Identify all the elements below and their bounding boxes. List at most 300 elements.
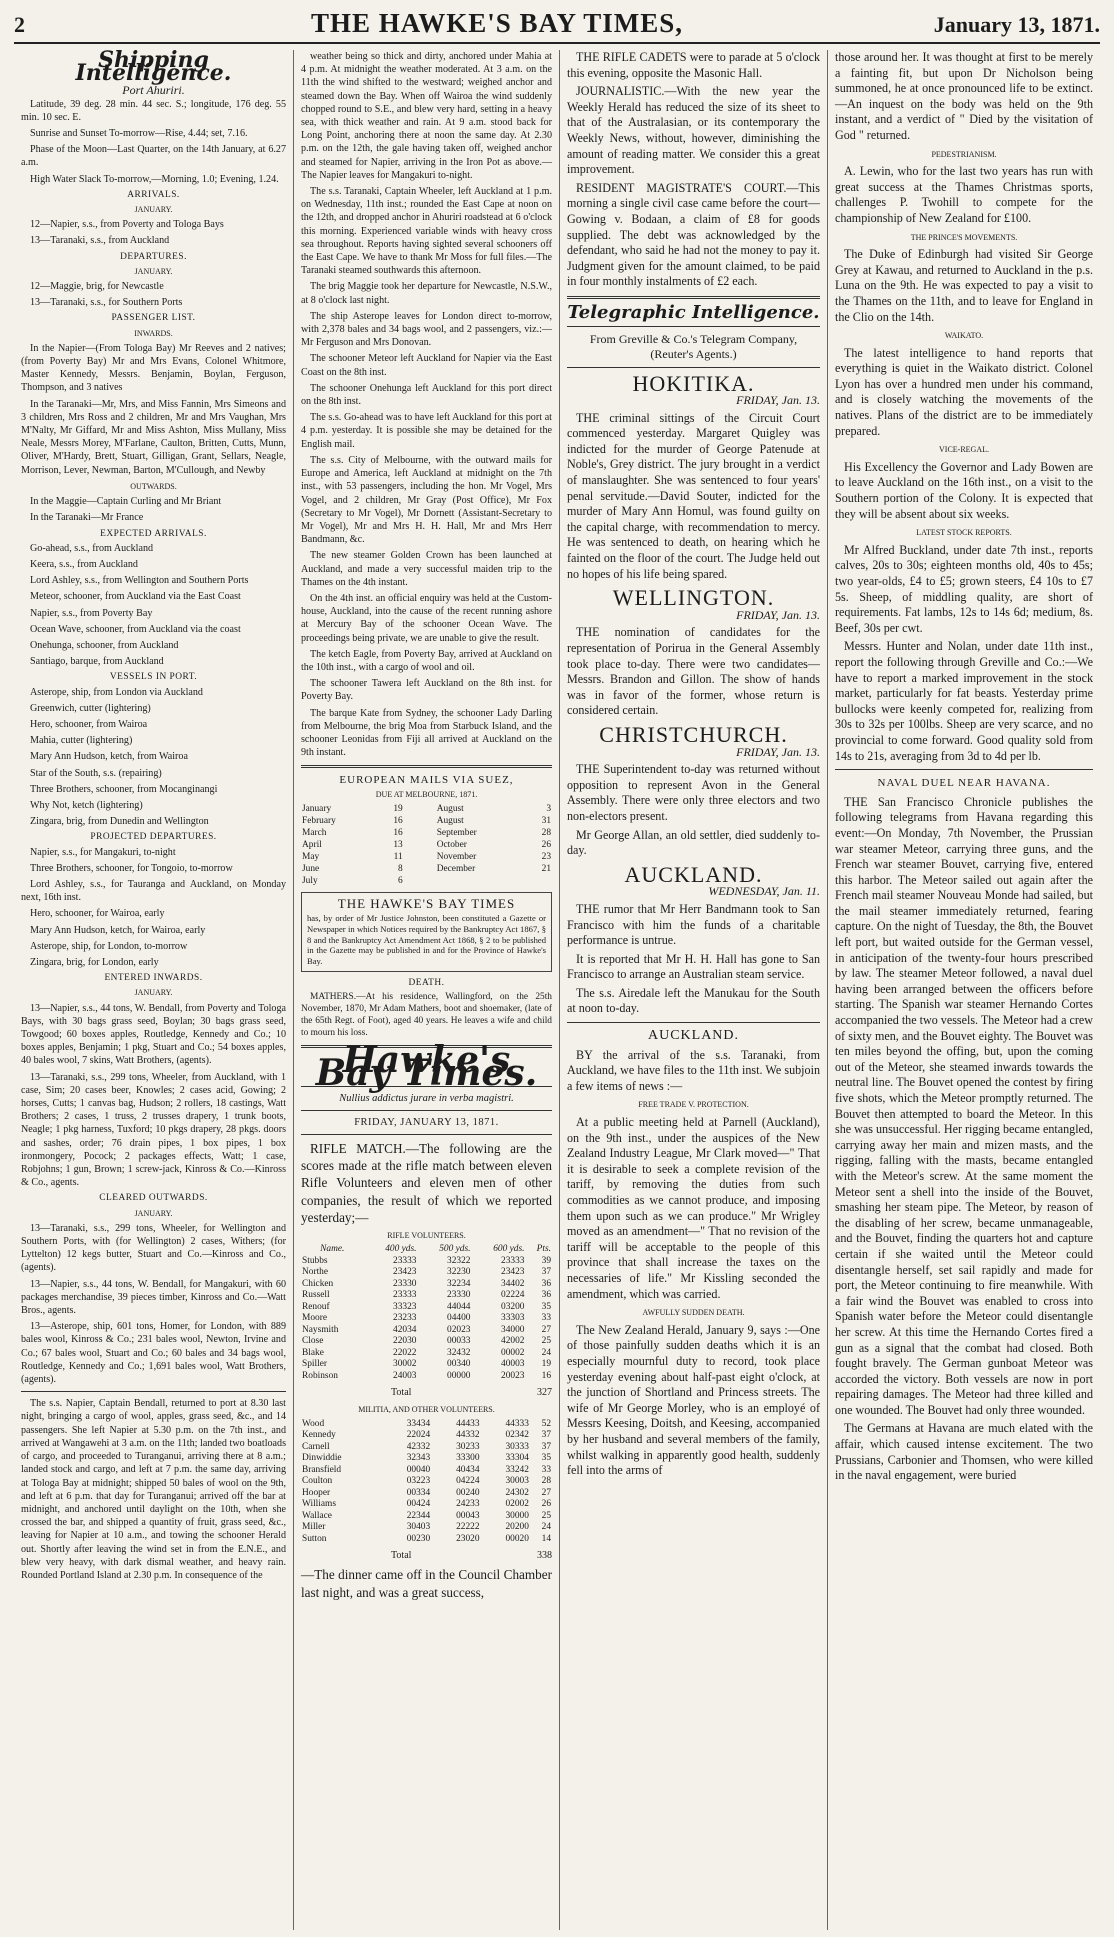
divider — [21, 1391, 286, 1392]
mails-sub: DUE AT MELBOURNE, 1871. — [375, 789, 478, 799]
table-cell — [527, 875, 552, 887]
telegraphic-heading: Telegraphic Intelligence. — [567, 301, 820, 323]
wellington-heading: WELLINGTON. — [612, 585, 775, 611]
auckland-text — [567, 902, 820, 1017]
pedestrianism-text: A. Lewin, who for the last two years has run with great success at the Thames Christmas sports, challenges P. Twohill to compete for the championship of New Zealand for £100. — [835, 164, 1093, 225]
table-cell: 28 — [541, 1476, 551, 1487]
paragraph: 13—Taranaki, s.s., from Auckland — [30, 235, 170, 247]
paragraph: THE rumor that Mr Herr Bandmann took to San Francisco with him the funds of a charitable performance is untrue. — [567, 901, 820, 948]
paragraph: Latitude, 39 deg. 28 min. 44 sec. S.; longitude, 176 deg. 55 min. 10 sec. E. — [21, 98, 286, 123]
paragraph: Mahia, cutter (lightering) — [30, 735, 133, 747]
auckland-news-heading: AUCKLAND. — [647, 1028, 740, 1044]
table-cell: 26 — [541, 839, 551, 850]
rifle-sub: RIFLE VOLUNTEERS. — [387, 1230, 466, 1240]
table-cell: 04224 — [456, 1476, 480, 1487]
paragraph: Santiago, barque, from Auckland — [30, 656, 164, 668]
table-cell: 22022 — [393, 1347, 417, 1358]
table-cell: December — [436, 863, 476, 874]
table-cell: 23333 — [501, 1255, 525, 1266]
columns — [14, 50, 1100, 1930]
table-row — [301, 863, 552, 875]
gazette-notice — [301, 892, 552, 972]
table-cell: 23 — [541, 851, 551, 862]
port-info — [21, 98, 286, 186]
table-cell: 44433 — [456, 1418, 480, 1429]
table-cell: 26 — [541, 1499, 551, 1510]
inwards-passengers — [21, 342, 286, 477]
auckland-news-intro: BY the arrival of the s.s. Taranaki, from Auckland, we have files to the 11th inst. We subjoin a few items of news :— — [567, 1047, 820, 1093]
paragraph: Three Brothers, schooner, from Mocanginangi — [30, 783, 218, 795]
table-row — [301, 1453, 552, 1465]
newspaper-title: THE HAWKE'S BAY TIMES, — [310, 8, 684, 38]
table-cell: 00334 — [406, 1487, 431, 1498]
table-row — [301, 1499, 552, 1511]
table-cell: 19 — [541, 1359, 551, 1370]
table-cell: 27 — [541, 1324, 551, 1335]
table-row — [301, 1430, 552, 1442]
prince-sub: THE PRINCE'S MOVEMENTS. — [910, 232, 1018, 242]
cleared-heading: CLEARED OUTWARDS. — [99, 1193, 208, 1204]
table-cell: 23333 — [393, 1255, 417, 1266]
hokitika-text: THE criminal sittings of the Circuit Court commenced yesterday. Margaret Quigley was indicted for the murder of George Patenude at Noble's, Grey district. The jury brought in a verdict of manslaughter. She was sentenced to four years' penal servitude.—David Souter, indicted for the murder of Mary Ann Homul, was found guilty on the capital charge, with recommendation to mercy. He was sentenced to death, on hearing which he fainted on the floor of the court. The Judge held out no hopes of his life being spared. — [567, 410, 820, 581]
table-cell: Dinwiddie — [302, 1453, 342, 1464]
waikato-sub: WAIKATO. — [944, 331, 984, 341]
table-cell: Stubbs — [302, 1255, 328, 1266]
table-cell: 500 yds. — [439, 1244, 471, 1255]
projected-list — [21, 846, 286, 970]
table-row — [301, 1522, 552, 1534]
paragraph: THE Superintendent to-day was returned without opposition to represent Avon in the General Assembly. There were only three electors and two non-electors present. — [567, 762, 820, 823]
table-cell: Robinson — [302, 1370, 338, 1381]
arrivals-list — [21, 218, 286, 247]
table-row — [301, 1359, 552, 1371]
table-cell: 32322 — [447, 1255, 471, 1266]
shipping-continued — [301, 50, 552, 759]
table-cell: Russell — [302, 1290, 330, 1301]
expected-list — [21, 542, 286, 669]
table-cell: 22344 — [406, 1510, 431, 1521]
telegraphic-source: From Greville & Co.'s Telegram Company, (Reuter's Agents.) — [589, 331, 798, 361]
table-cell: 3 — [546, 803, 551, 814]
dinner-text: —The dinner came off in the Council Chamber last night, and was a great success, — [301, 1567, 552, 1600]
table-cell: Northe — [302, 1267, 329, 1278]
table-cell: 6 — [398, 875, 403, 886]
militia-total-label: Total — [391, 1550, 412, 1562]
divider — [567, 296, 820, 299]
table-cell: 42034 — [393, 1324, 417, 1335]
sudden-death-sub: AWFULLY SUDDEN DEATH. — [642, 1308, 745, 1318]
table-cell: 33323 — [393, 1301, 417, 1312]
issue-date: FRIDAY, JANUARY 13, 1871. — [354, 1116, 499, 1128]
table-cell: 39 — [541, 1255, 551, 1266]
table-cell: 52 — [541, 1418, 551, 1429]
table-row — [301, 875, 552, 887]
table-row — [301, 1302, 552, 1314]
masthead — [14, 8, 1100, 44]
paragraph: 13—Napier, s.s., 44 tons, W. Bendall, from Poverty and Tologa Bays, with 30 bags grass seed, Boylan; 30 bags grass seed, Towgood; 60 boxes apples, Routledge, Kennedy and Co.; 10 boxes apples, Benjamin; 1 pkg, Stuart and Co.; 54 boxes apples, 40 bales wool, 7 skins, Watt Brothers, (agents). — [21, 1002, 286, 1067]
table-row — [301, 1325, 552, 1337]
paragraph: Greenwich, cutter (lightering) — [30, 702, 151, 714]
column-2 — [294, 50, 560, 1930]
arrivals-month: JANUARY. — [134, 205, 173, 215]
paragraph: THE RIFLE CADETS were to parade at 5 o'clock this evening, opposite the Masonic Hall. — [567, 50, 820, 80]
sudden-death-cont: those around her. It was thought at first to be merely a fainting fit, but upon Dr Nicholson being summoned, he at once pronounced life to be extinct.—An inquest on the body was held on the 9th instant, and a verdict of " Died by the visitation of God " returned. — [835, 50, 1093, 142]
table-cell: 40434 — [456, 1464, 480, 1475]
notice-title: THE HAWKE'S BAY TIMES — [337, 895, 516, 911]
mails-heading: EUROPEAN MAILS VIA SUEZ, — [339, 774, 514, 787]
table-cell: 32432 — [447, 1347, 471, 1358]
militia-sub: MILITIA, AND OTHER VOLUNTEERS. — [358, 1405, 495, 1415]
paragraph: Phase of the Moon—Last Quarter, on the 14th January, at 6.27 a.m. — [21, 144, 286, 169]
outwards-passengers — [21, 495, 286, 524]
table-cell: 8 — [398, 863, 403, 874]
table-cell: Wallace — [302, 1510, 332, 1521]
table-cell: Wood — [302, 1418, 325, 1429]
table-cell: September — [436, 827, 477, 838]
table-cell: 33434 — [406, 1418, 431, 1429]
entered-heading: ENTERED INWARDS. — [104, 973, 203, 984]
table-cell: 02342 — [505, 1430, 529, 1441]
entered-list — [21, 1002, 286, 1190]
table-cell: 24233 — [456, 1499, 480, 1510]
paragraph: The schooner Tawera left Auckland on the 8th inst. for Poverty Bay. — [301, 678, 552, 703]
arrivals-heading: ARRIVALS. — [127, 189, 180, 200]
paragraph: weather being so thick and dirty, anchored under Mahia at 4 p.m. At midnight the weather moderated. At 3 a.m. on the 11th the wind shifted to the westward; weighed anchor and steamed down the Bay. When off Wairoa the wind suddenly chopped round to S.E., and blew very hard, setting in a heavy sea, with thick weather and rain. At 9 a.m. stood back for Long Point, anchoring there at noon the same day. At 2.30 p.m. on the 12th, the gale having taken off, weighed anchor and steamed for Napier, arriving in the Iron Pot as above.—The Napier leaves for Mangakuri to-night. — [301, 51, 552, 181]
paragraph: High Water Slack To-morrow,—Morning, 1.0; Evening, 1.24. — [30, 173, 279, 185]
table-cell: Naysmith — [302, 1324, 339, 1335]
table-row — [301, 1256, 552, 1268]
paragraph: Why Not, ketch (lightering) — [30, 799, 143, 811]
militia-table — [301, 1419, 552, 1546]
paragraph: In the Napier—(From Tologa Bay) Mr Reeves and 2 natives; (from Poverty Bay) Mr and Mrs Evans, Colonel Whitmore, Master Kennedy, Messrs. Benjamin, Boylan, Ferguson, Thompson, and 3 natives — [21, 342, 286, 394]
divider — [301, 1110, 552, 1111]
table-row — [301, 839, 552, 851]
table-cell — [436, 875, 528, 887]
table-cell: 400 yds. — [385, 1244, 417, 1255]
wellington-text: THE nomination of candidates for the representation of Porirua in the General Assembly took place to-day. There were two candidates—Messrs. Brandon and Gillon. The show of hands was in favor of the former, whose return is considered certain. — [567, 625, 820, 718]
table-cell: 42332 — [406, 1441, 431, 1452]
passenger-heading: PASSENGER LIST. — [111, 313, 196, 324]
free-trade-sub: FREE TRADE V. PROTECTION. — [638, 1100, 749, 1110]
table-cell: 03223 — [406, 1476, 431, 1487]
table-cell: 23233 — [393, 1313, 417, 1324]
death-heading: DEATH. — [408, 977, 445, 988]
paragraph: Mary Ann Hudson, ketch, for Wairoa, early — [30, 924, 206, 936]
table-cell: November — [436, 851, 477, 862]
vice-regal-text: His Excellency the Governor and Lady Bowen are to leave Auckland on the 16th inst., on a visit to the Southern portion of the Colony. It is expected that they will be absent about six weeks. — [835, 459, 1093, 521]
table-cell: February — [302, 815, 336, 826]
table-cell: 00020 — [505, 1533, 529, 1544]
table-cell: 16 — [393, 827, 403, 838]
table-row — [301, 1442, 552, 1454]
naval-duel-text: THE San Francisco Chronicle publishes the following telegrams from Havana regarding this event:—On Monday, 7th November, the Prussian war steamer Meteor, carrying three guns, and the French war steamer Bouvet, carrying five, entered this harbor. The Meteor sailed out again after the French mail steamer Nouveau Monde had sailed, but the mail steamer immediately returned, fearing capture. On the night of Tuesday, the 8th, the Bouvet left port, but waited outside for the German vessel, in anticipation of the twenty-four hours prescribed by law. The steamer Meteor followed, a naval duel having been arranged between the officers before starting. The Spanish war steamer Hernando Cortes accompanied the two vessels. The Meteor had a crew of sixty men, and the Bouvet eighty. The Bouvet was ten miles beyond the offing, but, upon the coming out of the Meteor, she steamed inwards towards the neutral line. The Bouvet opened the contest by firing five shots, which the Meteor promptly returned. The Bouvet then attempted to board the Meteor. In this she was unsuccessful. Her rigging became entangled, carrying away her main and mizen masts, and the rigging, falling with the masts, became entangled with the Meteor's screw. At the same moment the Meteor sent a shell into the inside of the Bouvet, smashing her steam pipe. The Meteor, by reason of the disabling of her screw, became unmanageable, and the Bouvet, finding the quarters hot and capture certain if she waited until the Meteor could disentangle herself, set sail rapidly and made for port, the Meteor continuing to fire meanwhile. With a fair wind the Bouvet was enabled to cross into Spanish water before the Meteor could disentangle her screw. At this time the Hernando Cortes fired a gun as a signal that the combat had closed. Both fought bravely. The German gunboat Meteor was accorded the victory. Both vessels are now in port repairing damages. The Meteor had three killed and one wounded. The Bouvet had only three wounded. — [835, 794, 1094, 1417]
divider — [567, 326, 820, 327]
free-trade-text: At a public meeting held at Parnell (Auckland), on the 9th inst., under the auspices of the New Zealand Industry League, Mr Clark moved—" That it is desirable to seek a complete revision of the tariff, by removing the duties from such commodities as we cannot produce, and imposing them upon such as we can produce." Mr Wrigley moved as an amendment—" That no revision of the tariff will be acceptable to the people of this province that shall increase the taxes on the necessaries of life." Mr Kissling seconded the amendment, which was carried. — [567, 1115, 820, 1301]
table-row — [301, 827, 552, 839]
table-cell: Close — [302, 1336, 324, 1347]
table-cell: 23330 — [393, 1278, 417, 1289]
table-cell: 600 yds. — [493, 1244, 525, 1255]
paragraph: JOURNALISTIC.—With the new year the Weekly Herald has reduced the size of its sheet to that of the Australasian, or its contemporary the Weekly News, without, however, diminishing the amount of reading matter. We consider this a great improvement. — [567, 84, 820, 177]
table-cell: 32230 — [447, 1267, 471, 1278]
divider — [301, 765, 552, 768]
table-cell: 30333 — [505, 1441, 529, 1452]
table-cell: 30233 — [456, 1441, 480, 1452]
sudden-death-text: The New Zealand Herald, January 9, says :—One of those painfully sudden deaths which it is an especially mournful duty to record, took place yesterday evening about half-past eight o'clock, at the junction of Shortland and Princess streets. The wife of Mr George Morley, who is an employé of Messrs Keesing, Doitsh, and Keesing, accompanied by her husband and several members of the family, whilst walking in apparently good health, suddenly fell into the arms of — [567, 1322, 820, 1478]
paragraph: 13—Taranaki, s.s., 299 tons, Wheeler, for Wellington and Southern Ports, with (for Wellington) 2 cases, Withers; (for Lyttelton) 12 kegs butter, Stuart and Co.—Kinross and Co., (agents). — [21, 1222, 286, 1274]
rifle-match-intro: RIFLE MATCH.—The following are the scores made at the rifle match between eleven Rifle Volunteers and eleven men of other companies, the result of which we reported yesterday;— — [301, 1140, 552, 1225]
table-cell: 33303 — [501, 1313, 525, 1324]
table-cell — [404, 875, 436, 887]
table-row — [301, 1534, 552, 1546]
table-cell: 33300 — [456, 1453, 480, 1464]
paragraph: In the Maggie—Captain Curling and Mr Briant — [30, 496, 222, 508]
table-cell: April — [302, 839, 322, 850]
table-cell: 24003 — [393, 1370, 417, 1381]
table-cell: 22030 — [393, 1336, 417, 1347]
paper-nameplate: Hawke's Bay Times. — [315, 1039, 538, 1095]
table-cell: 32234 — [447, 1278, 471, 1289]
divider — [567, 367, 820, 368]
table-row — [301, 1465, 552, 1477]
table-cell: 13 — [393, 839, 403, 850]
stock-reports — [835, 543, 1093, 764]
table-cell: 30002 — [393, 1359, 417, 1370]
table-cell: 33242 — [505, 1464, 529, 1475]
departures-list — [21, 280, 286, 309]
paragraph: Sunrise and Sunset To-morrow—Rise, 4.44; set, 7.16. — [30, 128, 248, 140]
paragraph: Zingara, brig, from Dunedin and Wellington — [30, 816, 209, 828]
table-cell: 19 — [393, 803, 403, 814]
table-cell: 30403 — [406, 1522, 431, 1533]
paragraph: The ketch Eagle, from Poverty Bay, arrived at Auckland on the 10th inst., with a cargo of wool and oil. — [301, 648, 552, 673]
table-row — [301, 1419, 552, 1431]
table-cell: Miller — [302, 1522, 326, 1533]
paragraph: The ship Asterope leaves for London direct to-morrow, with 2,378 bales and 34 bags wool, and 2 passengers, viz.:—Mr Ferguson and Mrs Donovan. — [301, 310, 552, 349]
table-cell: 00240 — [456, 1487, 480, 1498]
table-cell: 37 — [541, 1267, 551, 1278]
table-cell: August — [436, 803, 464, 814]
table-cell: 00424 — [406, 1499, 431, 1510]
table-cell — [404, 827, 436, 839]
rifle-total-row — [301, 1386, 552, 1399]
table-cell: July — [302, 875, 318, 886]
projected-heading: PROJECTED DEPARTURES. — [90, 832, 217, 843]
table-row — [301, 1290, 552, 1302]
paragraph: Mr Alfred Buckland, under date 7th inst., reports calves, 20s to 30s; eighteen months old, 40s to 45s; two year-olds, £4 to £5; grown steers, £4 10s to £7 5s. Sheep, of middling quality, are short of requirements. Fat lambs, 12s to 14s 6d; medium, 8s. Beef, 30s per cwt. — [835, 542, 1093, 635]
table-row — [301, 1313, 552, 1325]
mails-table — [301, 803, 552, 887]
table-row — [301, 1336, 552, 1348]
table-cell: 22024 — [406, 1430, 431, 1441]
table-cell: 00340 — [447, 1359, 471, 1370]
paragraph: The s.s. Taranaki, Captain Wheeler, left Auckland at 1 p.m. on Wednesday, 11th inst.; rounded the East Cape at noon on the 12th, and dropped anchor in Ahuriri roadstead at 6 o'clock this morning. Experienced variable winds with heavy cross sea throughout. Reports having sighted several schooners off the East Cape. We have to thank Mr Moss for full files.—The Taranaki steamed southwards this afternoon. — [301, 186, 552, 277]
paragraph: The schooner Onehunga left Auckland for this port direct on the 8th inst. — [301, 382, 552, 408]
column-3 — [560, 50, 828, 1930]
table-cell: Kennedy — [302, 1430, 336, 1441]
page-number: 2 — [14, 12, 25, 37]
table-cell: 00040 — [406, 1464, 431, 1475]
table-cell: 33304 — [505, 1453, 529, 1464]
table-row — [301, 1348, 552, 1360]
paragraph: Asterope, ship, for London, to-morrow — [30, 940, 188, 952]
table-cell: 22222 — [456, 1522, 480, 1533]
table-cell: 23330 — [447, 1290, 471, 1301]
waikato-text: The latest intelligence to hand reports that everything is quiet in the Waikato district. Colonel Lyon has over a hundred men under his command, and is closely watching the movements of the natives. Plans of the district are to be immediately prepared. — [835, 345, 1093, 438]
auckland-date: WEDNESDAY, Jan. 11. — [708, 884, 820, 899]
table-cell: 42002 — [501, 1336, 525, 1347]
table-cell: 28 — [541, 827, 551, 838]
paragraph: Keera, s.s., from Auckland — [30, 558, 138, 570]
wellington-date: FRIDAY, Jan. 13. — [736, 607, 820, 622]
table-row — [301, 1476, 552, 1488]
table-cell: 16 — [393, 815, 403, 826]
divider — [835, 769, 1093, 770]
table-cell: Sutton — [302, 1533, 327, 1544]
paragraph: Three Brothers, schooner, for Tongoio, to-morrow — [30, 862, 233, 874]
table-cell: 30003 — [505, 1476, 529, 1487]
paragraph: Star of the South, s.s. (repairing) — [30, 767, 162, 779]
prince-text: The Duke of Edinburgh had visited Sir George Grey at Kawau, and returned to Auckland in the p.s. Luna on the 9th. He was expected to pay a visit to the Thames on the 11th, and to leave for England in the Clio on the 14th. — [835, 247, 1093, 324]
divider — [301, 1134, 552, 1135]
table-row — [301, 851, 552, 863]
table-cell: 11 — [393, 851, 403, 862]
paragraph: Lord Ashley, s.s., for Tauranga and Auckland, on Monday next, 16th inst. — [21, 878, 286, 904]
table-cell: 27 — [541, 1487, 551, 1498]
naval-duel-heading: NAVAL DUEL NEAR HAVANA. — [877, 777, 1051, 790]
table-cell: January — [302, 803, 332, 814]
table-cell: 34000 — [501, 1324, 525, 1335]
table-cell: 37 — [541, 1441, 551, 1452]
table-row — [301, 815, 552, 827]
table-cell: 00033 — [447, 1336, 471, 1347]
table-cell — [404, 815, 436, 827]
table-cell: 24302 — [505, 1487, 529, 1498]
paragraph: Napier, s.s., for Mangakuri, to-night — [30, 846, 176, 858]
local-news — [567, 50, 820, 290]
paragraph: Mr George Allan, an old settler, died suddenly to-day. — [567, 827, 820, 858]
table-cell: October — [436, 839, 467, 850]
christchurch-text — [567, 762, 820, 859]
shipping-heading: Shipping Intelligence. — [75, 50, 232, 87]
table-cell: 24 — [541, 1347, 551, 1358]
paragraph: The brig Maggie took her departure for Newcastle, N.S.W., at 8 o'clock last night. — [301, 281, 552, 306]
table-cell: 30000 — [505, 1510, 529, 1521]
table-cell: 36 — [541, 1290, 551, 1301]
death-notice: MATHERS.—At his residence, Wallingford, on the 25th November, 1870, Mr Adam Mathers, boot and shoemaker, (late of the 65th Regt. of Foot), aged 40 years. He leaves a wife and child to mourn his loss. — [301, 992, 552, 1039]
table-cell: 20200 — [505, 1522, 529, 1533]
table-cell: 33 — [541, 1464, 551, 1475]
table-cell: 00043 — [456, 1510, 480, 1521]
table-cell: 23423 — [501, 1267, 525, 1278]
table-cell — [404, 851, 436, 863]
table-cell: Chicken — [302, 1278, 334, 1289]
table-cell: 02023 — [447, 1324, 471, 1335]
table-row — [301, 1488, 552, 1500]
table-cell: 20023 — [501, 1370, 525, 1381]
table-cell: May — [302, 851, 320, 862]
table-cell — [404, 803, 436, 815]
paragraph: Napier, s.s., from Poverty Bay — [30, 607, 153, 619]
table-cell: Name. — [320, 1244, 345, 1255]
table-cell: 23423 — [393, 1267, 417, 1278]
table-cell: 00000 — [447, 1370, 471, 1381]
table-cell: 23020 — [456, 1533, 480, 1544]
rifle-table — [301, 1244, 552, 1382]
table-cell: 02224 — [501, 1290, 525, 1301]
paragraph: 13—Napier, s.s., 44 tons, W. Bendall, for Mangakuri, with 60 packages merchandise, 39 pieces timber, Kinross and Co.—Watt Bros., agents. — [21, 1278, 286, 1317]
table-cell: Bransfield — [302, 1464, 342, 1475]
table-cell: 33 — [541, 1313, 551, 1324]
table-cell: 00230 — [406, 1533, 431, 1544]
table-cell: 16 — [541, 1370, 551, 1381]
naval-duel-text-2: The Germans at Havana are much elated with the affair, which caused intense excitement. The two Prussians, Carbonier and Thomsen, who were killed in the naval engagement, were buried — [835, 1421, 1093, 1483]
vessels-heading: VESSELS IN PORT. — [109, 672, 198, 683]
table-cell: 00002 — [501, 1347, 525, 1358]
table-cell: 25 — [541, 1510, 551, 1521]
departures-heading: DEPARTURES. — [120, 251, 187, 262]
table-cell: 40003 — [501, 1359, 525, 1370]
paragraph: 12—Maggie, brig, for Newcastle — [30, 281, 164, 293]
paragraph: The s.s. Airedale left the Manukau for the South at noon to-day. — [567, 985, 820, 1016]
hokitika-date: FRIDAY, Jan. 13. — [736, 393, 820, 408]
table-cell: 14 — [541, 1533, 551, 1544]
table-cell: 35 — [541, 1301, 551, 1312]
table-row — [301, 1279, 552, 1291]
column-4 — [828, 50, 1100, 1930]
table-cell: Coulton — [302, 1476, 333, 1487]
table-cell: Blake — [302, 1347, 324, 1358]
vice-regal-sub: VICE-REGAL. — [939, 445, 989, 455]
militia-total-row — [301, 1549, 552, 1562]
vessels-list — [21, 686, 286, 829]
rifle-total-label: Total — [391, 1387, 412, 1399]
paragraph: On the 4th inst. an official enquiry was held at the Custom-house, Auckland, into the cause of the recent running ashore at Mercury Bay of the schooner Ocean Wave. The proceedings being private, we are unable to give the result. — [301, 592, 552, 644]
expected-heading: EXPECTED ARRIVALS. — [100, 528, 207, 539]
table-cell — [404, 839, 436, 851]
table-cell: 04400 — [447, 1313, 471, 1324]
inwards-label: INWARDS. — [134, 328, 173, 338]
notice-body: has, by order of Mr Justice Johnston, been constituted a Gazette or Newspaper in which Notices required by the Bankruptcy Act 1867, § 8 and the Bankruptcy Act Amendment Act 1868, § 2 to be published in the Gazette may be published in and for the Province of Hawke's Bay. — [307, 912, 546, 967]
paragraph: Hero, schooner, from Wairoa — [30, 718, 148, 730]
paragraph: Ocean Wave, schooner, from Auckland via the coast — [30, 623, 241, 635]
table-cell: 34402 — [501, 1278, 525, 1289]
paper-motto: Nullius addictus jurare in verba magistri. — [339, 1092, 514, 1104]
pedestrianism-sub: PEDESTRIANISM. — [931, 149, 997, 159]
table-cell: Williams — [302, 1499, 336, 1510]
paragraph: 13—Asterope, ship, 601 tons, Homer, for London, with 889 bales wool, Kinross & Co.; 231 bales wool, Newton, Irvine and Co.; 67 bales wool, Stuart and Co.; 60 bales and 34 bags wool, Routledge, Kennedy and Co.; 1,691 bales wool, Watt Brothers, (agents). — [21, 1321, 286, 1386]
cleared-list — [21, 1222, 286, 1386]
table-cell: Hooper — [302, 1487, 331, 1498]
table-cell — [404, 863, 436, 875]
table-cell: 44332 — [456, 1430, 480, 1441]
table-cell: June — [302, 863, 320, 874]
table-cell: August — [436, 815, 464, 826]
table-cell: 37 — [541, 1430, 551, 1441]
table-row — [301, 1267, 552, 1279]
paragraph: It is reported that Mr H. H. Hall has gone to San Francisco to arrange an Australian steam service. — [567, 951, 820, 982]
table-cell: 02002 — [505, 1499, 529, 1510]
table-cell: 32343 — [406, 1453, 431, 1464]
table-cell: 44333 — [505, 1418, 529, 1429]
paragraph: Asterope, ship, from London via Auckland — [30, 686, 203, 698]
paragraph: Messrs. Hunter and Nolan, under date 11th inst., report the following through Greville and Co.:—We have to report a marked improvement in the stock market, particularly for fat beasts. Yesterday prime bullocks were keenly competed for, realizing from 30s to 32s per 100lbs. Sheep are very scarce, and no provincial to come forward. Good quality sold from 14s to 21s, averaging from 3d to 4d per lb. — [835, 639, 1093, 763]
table-cell: Spiller — [302, 1359, 327, 1370]
port-name: Port Ahuriri. — [122, 83, 185, 98]
table-cell: Renouf — [302, 1301, 330, 1312]
issue-date-header: January 13, 1871. — [933, 12, 1100, 37]
napier-report: The s.s. Napier, Captain Bendall, returned to port at 8.30 last night, bringing a cargo of wool, apples, grass seed, &c., and 14 passengers. She left Napier at 5.30 p.m. on the 7th inst., and arrived at Wangawehi at 3 a.m. on the 11th; landed two boatloads of cargo, and proceeded to Turanganui, arriving there at 8 a.m.; landed stock and cargo, and left at 7 p.m. the same day, arriving at Tologa Bay at midnight; shipped 50 bales of wool on the 9th, and left at 6 p.m. that day for Turanganui; arrived off the bar at midnight, and anchored until daylight on the 10th, when she crossed the bar, and shipped a quantity of fruit, grass seed, &c., leaving for Napier at 10 a.m., and towing the schooner Herald out. Shortly after leaving the wind set in from the E.N.E., and blew very heavy, with dark dismal weather, and heavy rain. Rounded Portland Island at 2.30 p.m. In consequence of the — [21, 1398, 286, 1581]
